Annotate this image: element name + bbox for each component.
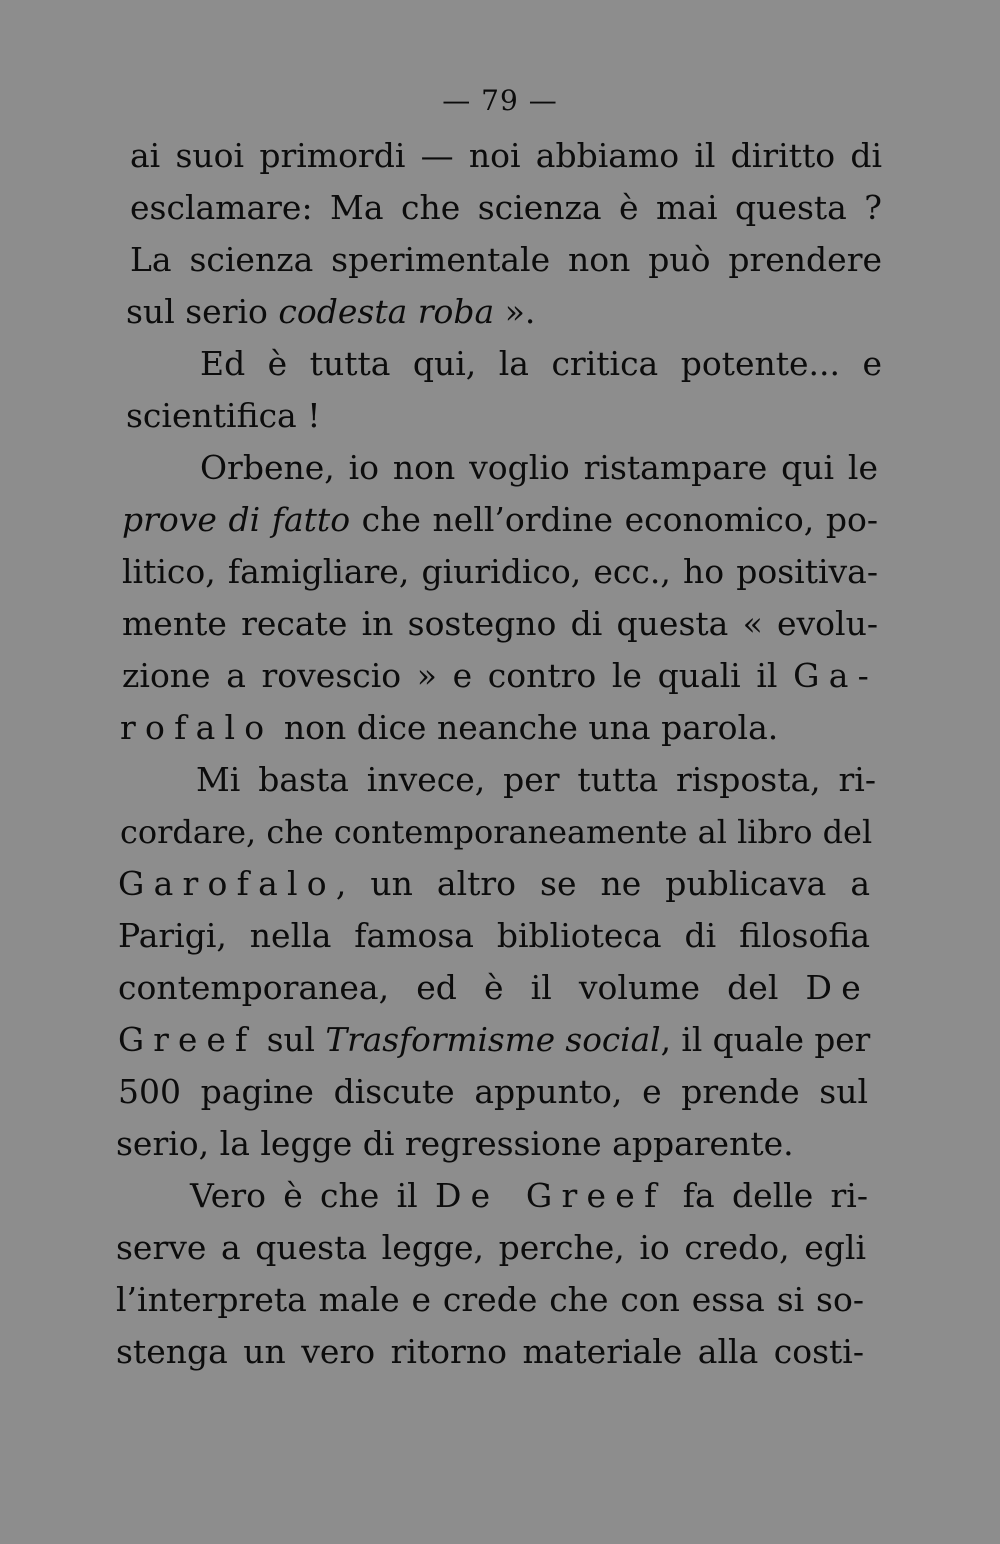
spaced-name: rofalo bbox=[120, 708, 274, 747]
text-segment: 500 pagine discute appunto, e prende sul bbox=[118, 1072, 868, 1111]
text-segment: scientifica ! bbox=[126, 396, 321, 435]
spaced-name: De bbox=[805, 968, 870, 1007]
text-line bbox=[190, 1176, 868, 1216]
text-segment: contemporanea, ed è il volume del bbox=[118, 968, 806, 1007]
italic-text: prove di fatto bbox=[122, 500, 351, 539]
text-line bbox=[116, 1280, 864, 1320]
text-segment: stenga un vero ritorno materiale alla costi- bbox=[116, 1332, 864, 1371]
text-segment: l’interpreta male e crede che con essa si so- bbox=[116, 1280, 864, 1319]
text-segment: ». bbox=[494, 292, 536, 331]
text-line bbox=[200, 448, 878, 488]
text-line bbox=[120, 812, 872, 852]
text-line bbox=[122, 656, 878, 696]
text-line bbox=[126, 292, 535, 332]
text-segment: non dice neanche una parola. bbox=[273, 708, 779, 747]
text-segment: Ed è tutta qui, la critica potente... e bbox=[200, 344, 882, 383]
text-line bbox=[118, 916, 870, 956]
text-line bbox=[118, 968, 870, 1008]
text-line bbox=[116, 1124, 794, 1164]
text-segment: ai suoi primordi — noi abbiamo il diritto di bbox=[130, 136, 882, 175]
text-segment: Mi basta invece, per tutta risposta, ri- bbox=[196, 760, 876, 799]
text-line bbox=[130, 136, 882, 176]
text-line bbox=[130, 240, 882, 280]
text-line bbox=[118, 864, 870, 904]
text-segment: sul serio bbox=[126, 292, 279, 331]
text-segment: Parigi, nella famosa biblioteca di filosofia bbox=[118, 916, 870, 955]
text-segment: fa delle ri- bbox=[665, 1176, 868, 1215]
text-segment: che nell’ordine economico, po- bbox=[350, 500, 878, 539]
text-line bbox=[116, 1332, 864, 1372]
text-segment: sul bbox=[256, 1021, 326, 1059]
text-line bbox=[122, 500, 878, 540]
text-line bbox=[122, 552, 878, 592]
text-segment: La scienza sperimentale non può prendere bbox=[130, 240, 882, 279]
spaced-name: Garofalo bbox=[118, 864, 336, 903]
text-line bbox=[118, 1020, 870, 1060]
text-segment: mente recate in sostegno di questa « evolu- bbox=[122, 604, 878, 643]
text-line bbox=[130, 188, 882, 228]
text-segment: , il quale per bbox=[660, 1021, 871, 1059]
text-line bbox=[126, 396, 321, 436]
text-segment: cordare, che contemporaneamente al libro del bbox=[120, 813, 873, 851]
text-segment: , un altro se ne publicava a bbox=[335, 864, 870, 903]
text-line bbox=[118, 1072, 868, 1112]
spaced-name: De Greef bbox=[434, 1176, 666, 1215]
text-line bbox=[120, 708, 778, 748]
text-segment: Orbene, io non voglio ristampare qui le bbox=[200, 448, 878, 487]
text-segment: serio, la legge di regressione apparente. bbox=[116, 1124, 794, 1163]
text-line bbox=[116, 1228, 866, 1268]
text-line bbox=[122, 604, 878, 644]
spaced-name: Ga- bbox=[793, 656, 878, 695]
text-segment: serve a questa legge, perche, io credo, egli bbox=[116, 1228, 866, 1267]
italic-text: Trasformisme social bbox=[325, 1021, 661, 1059]
text-line bbox=[200, 344, 882, 384]
text-line bbox=[196, 760, 876, 800]
text-segment: litico, famigliare, giuridico, ecc., ho positiva- bbox=[122, 552, 878, 591]
page-number: — 79 — bbox=[442, 84, 558, 117]
italic-text: codesta roba bbox=[278, 292, 495, 331]
text-segment: Vero è che il bbox=[190, 1176, 435, 1215]
text-segment: zione a rovescio » e contro le quali il bbox=[122, 656, 794, 695]
spaced-name: Greef bbox=[118, 1021, 257, 1059]
text-segment: esclamare: Ma che scienza è mai questa ? bbox=[130, 188, 882, 227]
